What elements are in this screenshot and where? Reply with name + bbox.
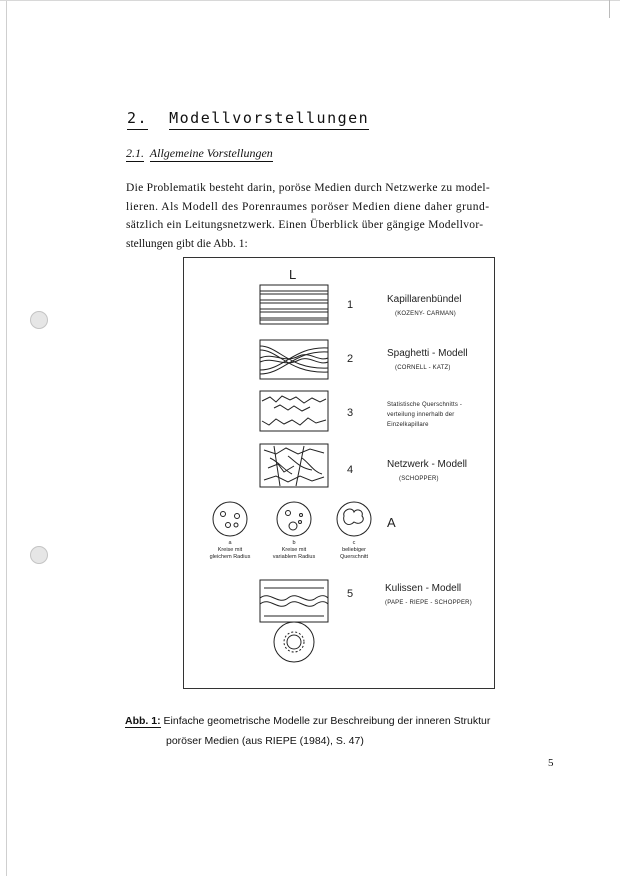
figure-drawing — [184, 258, 494, 688]
subsection-number: 2.1. — [126, 146, 144, 160]
model-source: (PAPE - RIEPE - SCHOPPER) — [385, 600, 472, 606]
cross-section-letter: b — [292, 540, 296, 546]
cross-section-b-caption — [263, 540, 325, 561]
cross-section-letter: c — [352, 540, 356, 546]
body-paragraph — [126, 179, 558, 253]
paragraph-line: lieren. Als Modell des Porenraumes poröser Medien diene daher grund- — [126, 200, 490, 213]
caption-text: Einfache geometrische Modelle zur Beschreibung der inneren Struktur — [163, 715, 491, 727]
capillary-bundle-diagram — [260, 285, 328, 324]
cross-section-letter: a — [228, 540, 232, 546]
subsection-title: Allgemeine Vorstellungen — [149, 146, 273, 160]
page-top-rule — [0, 0, 620, 1]
spaghetti-model-diagram — [260, 340, 328, 379]
network-model-diagram — [260, 444, 328, 487]
page-edge-line — [6, 0, 7, 876]
subsection-heading — [126, 146, 273, 161]
cross-section-a-diagram — [213, 502, 247, 536]
kulissen-model-diagram — [260, 580, 328, 622]
punch-hole-lower — [30, 546, 48, 564]
cross-section-desc-line: variablem Radius — [272, 554, 316, 560]
model-number: 4 — [347, 464, 354, 476]
figure-frame — [183, 257, 495, 689]
figure-caption — [125, 711, 490, 751]
paragraph-line: Die Problematik besteht darin, poröse Medien durch Netzwerke zu model- — [126, 182, 490, 194]
model-name: Spaghetti - Modell — [387, 348, 468, 359]
cross-section-desc-line: Kreise mit — [217, 547, 243, 553]
kulissen-cross-section-diagram — [274, 622, 314, 662]
model-desc-line: verteilung innerhalb der — [387, 412, 455, 418]
model-source: (KOZENY- CARMAN) — [395, 311, 456, 317]
cross-section-b-diagram — [277, 502, 311, 536]
paragraph-line: stellungen gibt die Abb. 1: — [126, 237, 248, 250]
section-number: 2. — [127, 109, 148, 130]
cross-section-c-caption — [329, 540, 379, 561]
model-number: 2 — [347, 353, 354, 365]
punch-hole-upper — [30, 311, 48, 329]
model-name: Kulissen - Modell — [385, 583, 462, 594]
section-title: Modellvorstellungen — [169, 109, 369, 130]
page-corner-mark — [609, 0, 610, 18]
model-number: 3 — [347, 407, 354, 419]
cross-section-desc-line: beliebiger — [342, 547, 366, 553]
caption-line-1 — [125, 711, 490, 731]
model-name: Kapillarenbündel — [387, 294, 462, 305]
model-number: 5 — [347, 588, 354, 600]
page-number: 5 — [548, 757, 554, 769]
cross-section-c-diagram — [337, 502, 371, 536]
model-source: (SCHOPPER) — [399, 476, 439, 482]
cross-section-desc-line: Kreise mit — [281, 547, 307, 553]
model-source: (CORNELL - KATZ) — [395, 365, 451, 371]
cross-section-label: A — [387, 515, 396, 530]
cross-section-a-caption — [200, 540, 260, 561]
caption-line-2: poröser Medien (aus RIEPE (1984), S. 47) — [166, 735, 364, 747]
cross-section-desc-line: Querschnitt — [339, 554, 369, 560]
cross-section-desc-line: gleichem Radius — [209, 554, 251, 560]
statistical-cross-section-diagram — [260, 391, 328, 431]
model-desc-line: Einzelkapillare — [387, 422, 429, 428]
model-name: Netzwerk - Modell — [387, 459, 468, 470]
section-heading — [127, 109, 369, 127]
paragraph-line: sätzlich ein Leitungsnetzwerk. Einen Überblick über gängige Modellvor- — [126, 219, 484, 231]
caption-label: Abb. 1: — [125, 715, 161, 727]
model-desc-line: Statistische Querschnitts - — [387, 402, 463, 408]
model-number: 1 — [347, 299, 354, 311]
length-label: L — [289, 267, 297, 282]
